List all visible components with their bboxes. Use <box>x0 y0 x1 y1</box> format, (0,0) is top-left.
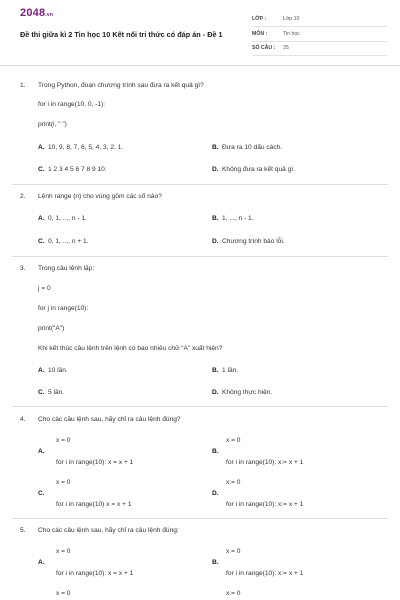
option-letter: B. <box>212 448 219 455</box>
code-line: for i in range(10): x:= x + 1 <box>226 501 304 508</box>
option-letter: A. <box>38 448 45 455</box>
option-b[interactable] <box>212 215 254 222</box>
meta-class-value: Lớp 10 <box>283 16 300 22</box>
code-line: for i in range(10) x = x + 1 <box>56 501 132 508</box>
code-line: x = 0 <box>56 437 71 444</box>
code-line: for i in range(10): x:= x + 1 <box>226 570 304 577</box>
question-number: 4. <box>20 416 26 423</box>
code-line: j = 0 <box>38 285 51 292</box>
code-line: x = 0 <box>226 437 241 444</box>
question-divider <box>12 406 388 407</box>
option-letter: A. <box>38 559 45 566</box>
code-line: print(i, " ") <box>38 121 67 128</box>
option-letter: D. <box>212 389 219 396</box>
logo-suffix: .vn <box>45 12 54 18</box>
option-text: 0, 1, ..., n + 1. <box>48 238 89 245</box>
option-letter: C. <box>38 166 45 173</box>
code-line: x = 0 <box>56 548 71 555</box>
code-line: x = 0 <box>226 548 241 555</box>
option-letter: C. <box>38 389 45 396</box>
question-followup: Khi kết thúc câu lệnh trên lệnh có bao nhiêu chữ “A” xuất hiện? <box>38 345 223 352</box>
option-letter: C. <box>38 238 45 245</box>
meta-class-row <box>252 15 387 27</box>
option-d[interactable] <box>212 166 295 173</box>
option-a[interactable] <box>38 367 68 374</box>
option-text: 1 2 3 4 5 6 7 8 9 10. <box>48 166 107 173</box>
question-prompt: Cho các câu lệnh sau, hãy chỉ ra câu lệnh đúng: <box>38 527 179 534</box>
option-text: 1 lần. <box>222 367 239 374</box>
meta-count-value: 25 <box>283 45 289 51</box>
code-line: x:= 0 <box>226 479 241 486</box>
option-letter: D. <box>212 490 219 497</box>
meta-class-label: LỚP : <box>252 16 267 22</box>
option-letter: D. <box>212 166 219 173</box>
option-letter: B. <box>212 215 219 222</box>
meta-subject-value: Tin học <box>283 31 300 37</box>
option-text: Không thực hiện. <box>222 389 273 396</box>
option-c[interactable] <box>38 238 89 245</box>
option-a[interactable] <box>38 215 87 222</box>
option-d[interactable] <box>212 389 272 396</box>
question-prompt: Lệnh range (n) cho vùng gồm các số nào? <box>38 193 162 200</box>
option-text: 10, 9, 8, 7, 6, 5, 4, 3, 2, 1. <box>48 144 124 151</box>
option-letter: C. <box>38 490 45 497</box>
option-text: Đưa ra 10 dấu cách. <box>222 144 283 151</box>
code-line: for i in range(10): x = x + 1 <box>56 570 134 577</box>
code-line: x:= 0 <box>226 590 241 597</box>
question-divider <box>12 518 388 519</box>
option-letter: B. <box>212 367 219 374</box>
question-number: 1. <box>20 82 26 89</box>
option-d[interactable] <box>212 238 285 245</box>
option-text: 10 lần. <box>48 367 68 374</box>
meta-count-row <box>252 44 387 56</box>
meta-subject-label: MÔN : <box>252 31 268 37</box>
option-letter: B. <box>212 144 219 151</box>
option-a[interactable] <box>38 144 123 151</box>
meta-count-label: SỐ CÂU : <box>252 45 276 51</box>
question-divider <box>12 256 388 257</box>
option-letter: A. <box>38 367 45 374</box>
code-line: for j in range(10): <box>38 305 89 312</box>
question-prompt: Trong câu lệnh lặp: <box>38 265 95 272</box>
option-text: 0, 1, ..., n - 1. <box>48 215 87 222</box>
code-line: print("A") <box>38 325 65 332</box>
option-c[interactable] <box>38 389 64 396</box>
exam-title: Đề thi giữa kì 2 Tin học 10 Kết nối tri thức có đáp án - Đề 1 <box>20 30 223 39</box>
meta-subject-row <box>252 30 387 42</box>
option-c[interactable] <box>38 166 107 173</box>
question-number: 2. <box>20 193 26 200</box>
exam-header <box>0 0 400 66</box>
option-letter: D. <box>212 238 219 245</box>
code-line: for i in range(10): x:= x + 1 <box>226 459 304 466</box>
logo-text: 2048 <box>20 7 46 19</box>
option-letter: A. <box>38 215 45 222</box>
option-letter: A. <box>38 144 45 151</box>
question-number: 5. <box>20 527 26 534</box>
option-text: 5 lần. <box>48 389 65 396</box>
code-line: for i in range(10): x = x + 1 <box>56 459 134 466</box>
option-b[interactable] <box>212 144 282 151</box>
option-letter: B. <box>212 559 219 566</box>
question-prompt: Trong Python, đoạn chương trình sau đưa ra kết quả gì? <box>38 82 204 89</box>
question-prompt: Cho các câu lệnh sau, hãy chỉ ra câu lệnh đúng? <box>38 416 181 423</box>
question-divider <box>12 184 388 185</box>
option-text: Chương trình báo lỗi. <box>222 238 285 245</box>
option-text: 1, ..., n - 1. <box>222 215 254 222</box>
option-b[interactable] <box>212 367 238 374</box>
option-text: Không đưa ra kết quả gì. <box>222 166 295 173</box>
code-line: for i in range(10, 0, -1): <box>38 101 106 108</box>
question-number: 3. <box>20 265 26 272</box>
site-logo[interactable] <box>20 7 53 19</box>
code-line: x = 0 <box>56 479 71 486</box>
code-line: x = 0 <box>56 590 71 597</box>
